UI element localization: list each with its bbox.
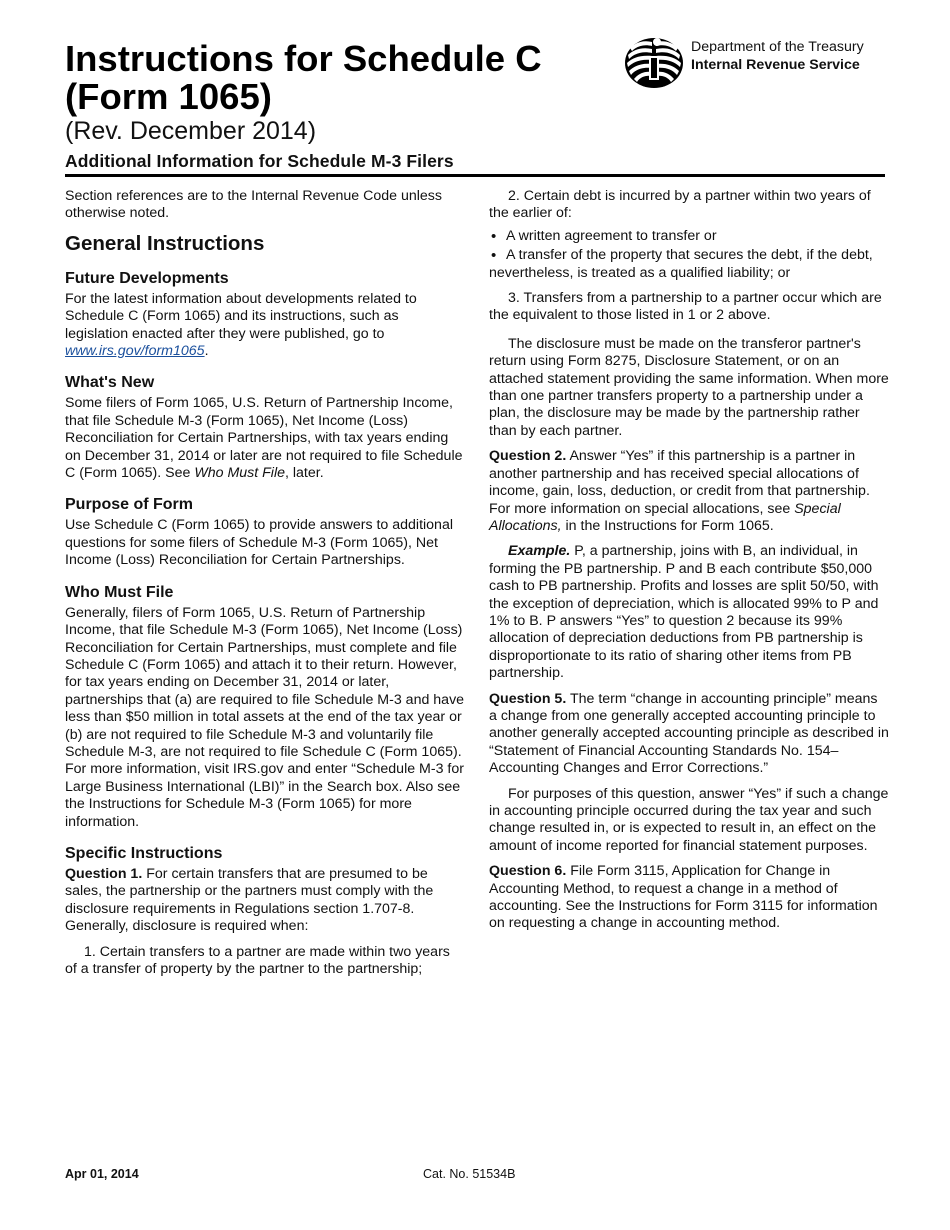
- question-1-label: Question 1.: [65, 865, 143, 882]
- purpose-of-form-text: Use Schedule C (Form 1065) to provide answers to additional questions for some filers of Schedule M-3 (Form 1065), Net Income (Loss) Reconciliation for Certain Partnerships.: [65, 517, 453, 569]
- question-1-text: Question 1. For certain transfers that are presumed to be sales, the partnership or the partners must comply with the disclosure requirements in Regulations section 1.707-8. Generally, disclosure is required when:: [65, 865, 434, 935]
- disclosure-paragraph: The disclosure must be made on the transferor partner's return using Form 8275, Disclosure Statement, or on an attached statement providing the same information. When more than one partner transfers property to a partnership under a plan, the disclosure may be made by the partnership rather than by each partner.: [489, 335, 889, 439]
- list-item-3: 3. Transfers from a partnership to a partner occur which are the equivalent to those listed in 1 or 2 above.: [489, 290, 882, 324]
- question-2-label: Question 2.: [489, 448, 567, 465]
- section-references-note: Section references are to the Internal Revenue Code unless otherwise noted.: [65, 188, 442, 222]
- who-must-file-text: Generally, filers of Form 1065, U.S. Return of Partnership Income, that file Schedule M-3 (Form 1065), Net Income (Loss) Reconciliation for Certain Partnerships, must complete and file Schedule C (Form 1065) and attach it to their return. However, for tax years ending on December 31, 2014 or later, partnerships that (a) are required to file Schedule M-3 and have less than $50 million in total assets at the end of the tax year or (b) are not required to file Schedule M-3 and voluntarily file Schedule M-3, are not required to file Schedule C (Form 1065). For more information, visit IRS.gov and enter “Schedule M-3 for Large Business International (LBI)” in the Search box. Also see the Instructions for Schedule M-3 (Form 1065) for more information.: [65, 604, 465, 830]
- question-5-followup: For purposes of this question, answer “Yes” if such a change in accounting principle occurred during the tax year and such change resulted in, or is expected to result in, an effect on the amount of income reported for financial statement purposes.: [489, 785, 889, 854]
- future-developments-text: For the latest information about developments related to Schedule C (Form 1065) and its instructions, such as legislation enacted after they were published, go to www.irs.gov/form1065.: [65, 290, 417, 360]
- header-rule: [65, 174, 885, 177]
- question-6-text: Question 6. File Form 3115, Application for Change in Accounting Method, to request a change in a method of accounting. See the Instructions for Form 3115 for information on requesting a change in accounting method.: [489, 863, 878, 932]
- bullet-item-1: • A written agreement to transfer or: [491, 227, 717, 245]
- bullet-item-2: • A transfer of the property that secures the debt, if the debt, nevertheless, is treated as a qualified liability; or: [489, 247, 873, 281]
- agency-block: [622, 34, 892, 90]
- example-paragraph: Example. P, a partnership, joins with B, an individual, in forming the PB partnership. P and B each contribute $50,000 cash to PB partnership. Profits and losses are split 50/50, with the exception of depreciation, which is allocated 99% to P and 1% to B. P answers “Yes” to question 2 because its 99% allocation of depreciation deductions from PB partnership is disproportionate to its ratio of sharing other items from PB partnership.: [489, 543, 879, 682]
- list-item-2: 2. Certain debt is incurred by a partner within two years of the earlier of:: [489, 188, 871, 222]
- right-column: [489, 188, 889, 941]
- document-subtitle: Additional Information for Schedule M-3 Filers: [65, 151, 454, 171]
- question-6-label: Question 6.: [489, 863, 567, 880]
- question-5-text: Question 5. The term “change in accounting principle” means a change from one generally accepted accounting principle to another generally accepted accounting principle as described in “Statement of Financial Accounting Standards No. 154–Accounting Changes and Error Corrections.”: [489, 690, 889, 777]
- whats-new-text: Some filers of Form 1065, U.S. Return of Partnership Income, that file Schedule M-3 (Form 1065), Net Income (Loss) Reconciliation for Certain Partnerships, with tax years ending on December 31, 2014 or later are not required to file Schedule C (Form 1065). See Who Must File, later.: [65, 395, 463, 482]
- title-line-1: Instructions for Schedule C: [65, 38, 542, 79]
- special-allocations-reference: Special Allocations,: [489, 500, 841, 534]
- list-item-1: 1. Certain transfers to a partner are made within two years of a transfer of property by the partner to the partnership;: [65, 943, 450, 977]
- form1065-link[interactable]: www.irs.gov/form1065: [65, 343, 205, 360]
- future-developments-heading: Future Developments: [65, 269, 229, 287]
- purpose-of-form-heading: Purpose of Form: [65, 496, 194, 514]
- footer-catalog-number: Cat. No. 51534B: [423, 1167, 516, 1181]
- who-must-file-reference: Who Must File: [194, 465, 285, 482]
- agency-name: [691, 38, 864, 74]
- bullet-icon: •: [491, 227, 497, 245]
- question-2-text: Question 2. Answer “Yes” if this partnership is a partner in another partnership and has received special allocations of income, gain, loss, deduction, or credit from that partnership. For more information on special allocations, see Special Allocations, in the Instructions for Form 1065.: [489, 448, 870, 534]
- left-column: [65, 188, 465, 983]
- whats-new-heading: What's New: [65, 374, 155, 392]
- footer-date: Apr 01, 2014: [65, 1167, 139, 1181]
- agency-department: Department of the Treasury: [691, 39, 864, 55]
- general-instructions-heading: General Instructions: [65, 231, 265, 255]
- agency-irs: Internal Revenue Service: [691, 57, 860, 73]
- specific-instructions-heading: Specific Instructions: [65, 844, 223, 862]
- who-must-file-heading: Who Must File: [65, 583, 174, 601]
- question-5-label: Question 5.: [489, 690, 567, 707]
- title-line-2: (Form 1065): [65, 76, 272, 117]
- irs-eagle-logo-icon: [622, 34, 686, 90]
- bullet-icon: •: [491, 247, 497, 265]
- document-title: [65, 40, 542, 116]
- revision-date: (Rev. December 2014): [65, 117, 317, 145]
- example-label: Example.: [508, 543, 571, 560]
